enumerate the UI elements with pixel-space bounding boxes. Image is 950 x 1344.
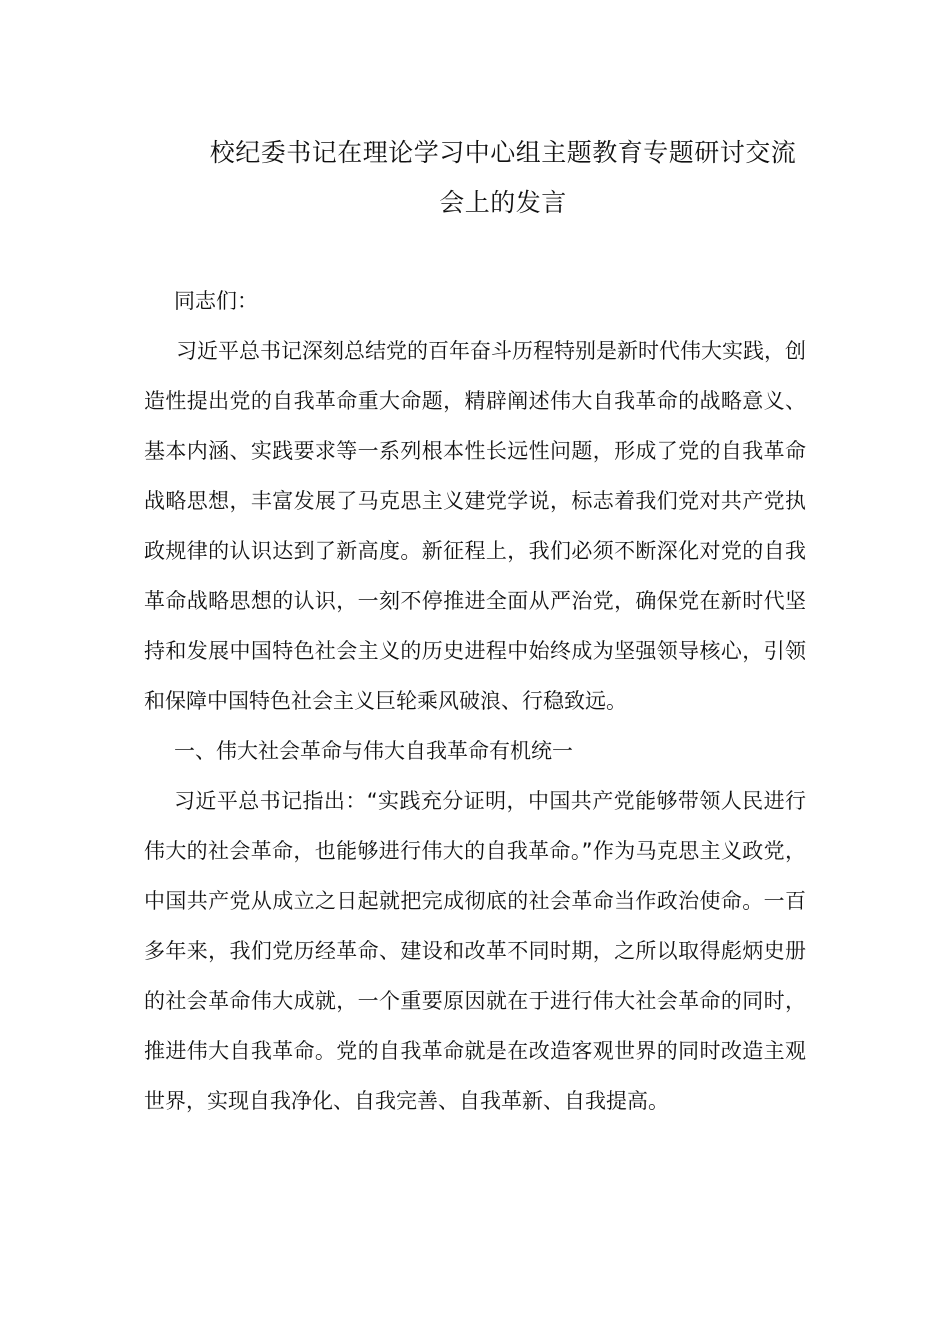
paragraph-section-1: 习近平总书记指出：“实践充分证明，中国共产党能够带领人民进行伟大的社会革命，也能够进行伟大的自我革命。”作为马克思主义政党，中国共产党从成立之日起就把完成彻底的社会革命当作政治使命。一百多年来，我们党历经革命、建设和改革不同时期，之所以取得彪炳史册的社会革命伟大成就，一个重要原因就在于进行伟大社会革命的同时，推进伟大自我革命。党的自我革命就是在改造客观世界的同时改造主观世界，实现自我净化、自我完善、自我革新、自我提高。 <box>144 789 806 1113</box>
title-line-2: 会上的发言 <box>439 188 567 217</box>
section-heading: 一、伟大社会革命与伟大自我革命有机统一 <box>174 739 573 763</box>
document-title <box>0 128 950 228</box>
document-body <box>144 276 806 1126</box>
salutation: 同志们： <box>174 289 258 313</box>
paragraph-intro: 习近平总书记深刻总结党的百年奋斗历程特别是新时代伟大实践，创造性提出党的自我革命重大命题，精辟阐述伟大自我革命的战略意义、基本内涵、实践要求等一系列根本性长远性问题，形成了党的自我革命战略思想，丰富发展了马克思主义建党学说，标志着我们党对共产党执政规律的认识达到了新高度。新征程上，我们必须不断深化对党的自我革命战略思想的认识，一刻不停推进全面从严治党，确保党在新时代坚持和发展中国特色社会主义的历史进程中始终成为坚强领导核心，引领和保障中国特色社会主义巨轮乘风破浪、行稳致远。 <box>144 339 806 713</box>
title-line-1: 校纪委书记在理论学习中心组主题教育专题研讨交流 <box>209 138 797 167</box>
